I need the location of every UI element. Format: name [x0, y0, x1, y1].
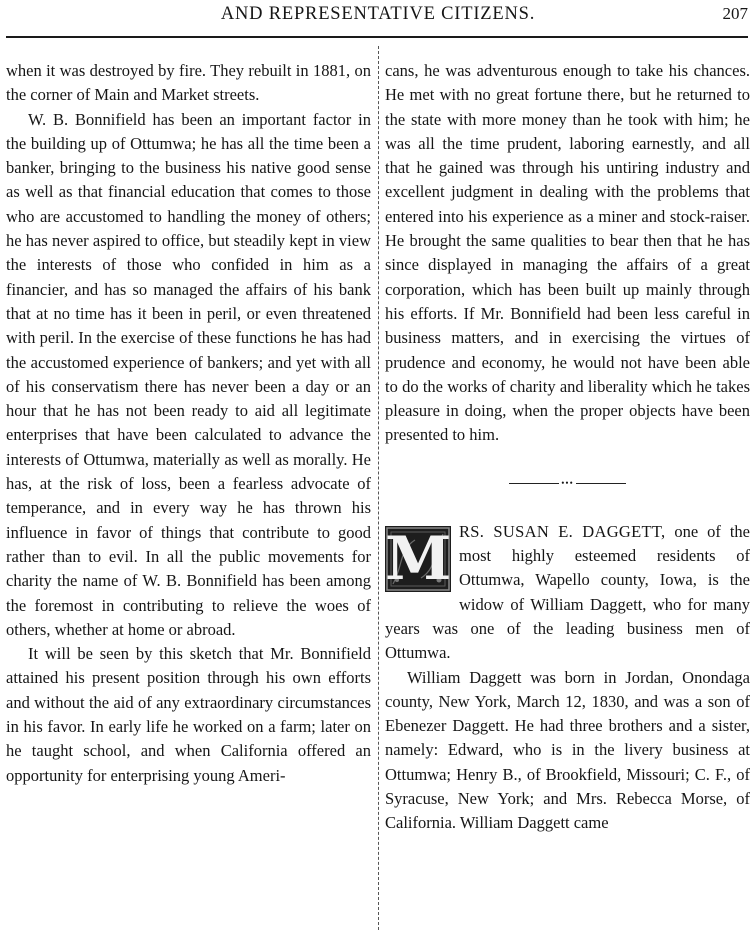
biography-lead-text: one of the most highly esteemed residents of Ottumwa, Wapello county, Iowa, is the widow of William Daggett, who for many years was one of the leading business men of Ottumwa. [385, 521, 750, 663]
paragraph: when it was destroyed by fire. They rebuilt in 1881, on the corner of Main and Market streets. [6, 61, 371, 105]
running-head: AND REPRESENTATIVE CITIZENS. [220, 4, 536, 24]
ornament-dots: ••• [561, 478, 574, 489]
section-ornament [385, 448, 750, 520]
paragraph: cans, he was adventurous enough to take his chances. He met with no great fortune there, but he returned to the state with more money than he took with him; he was all the time prudent, laboring earnestly, and all that he gained was through his untiring industry and excellent judgment in dealing with the problems that entered into his experience as a miner and stock-raiser. He brought the same qualities to bear then that he has since displayed in managing the affairs of a great corporation, which has been built up mainly through his efforts. If Mr. Bonnifield had been less careful in business matters, and in exercising the virtues of prudence and economy, he would not have been able to do the works of charity and liberality which he takes pleasure in doing, when the proper objects have been presented to him. [385, 61, 750, 445]
column-divider [378, 46, 379, 930]
ornament-line [509, 483, 559, 484]
header-rule [6, 36, 748, 38]
biography-lead-name: RS. SUSAN E. DAGGETT, [459, 521, 666, 541]
biography-opening-paragraph [385, 520, 750, 666]
drop-cap-letter: M [385, 525, 451, 592]
drop-cap-initial [385, 526, 451, 592]
left-column [6, 59, 371, 788]
paragraph: W. B. Bonnifield has been an important factor in the building up of Ottumwa; he has all the time been a banker, bringing to the business his native good sense as well as that financial education that comes to those who are accustomed to handling the money of others; he has never aspired to office, but steadily kept in view the interests of those who confided in him as a financier, and has so managed the affairs of his bank that at no time has it been in peril, or even threatened with peril. In the exercise of these functions he has had the accustomed experience of bankers; and yet with all of his conservatism there has never been a day or an hour that he has not been ready to aid all legitimate enterprises that have been calculated to advance the interests of Ottumwa, materially as well as morally. He has, at the risk of loss, been a fearless advocate of temperance, and in every way he has thrown his influence in favor of things that contribute to good rather than to evil. In all the public movements for charity the name of W. B. Bonnifield has been among the foremost in contributing to relieve the woes of others, whether at home or abroad. [6, 109, 371, 639]
paragraph: William Daggett was born in Jordan, Onondaga county, New York, March 12, 1830, and was a son of Ebenezer Daggett. He had three brothers and a sister, namely: Edward, who is in the livery business at Ottumwa; Henry B., of Brookfield, Missouri; C. F., of Syracuse, New York; and Mrs. Rebecca Morse, of California. William Daggett came [385, 667, 750, 833]
ornament-line [576, 483, 626, 484]
page-number: 207 [722, 4, 748, 23]
paragraph: It will be seen by this sketch that Mr. Bonnifield attained his present position through his own efforts and without the aid of any extraordinary circumstances in his favor. In early life he worked on a farm; later on he taught school, and when California offered an opportunity for enterprising young Ameri- [6, 644, 371, 785]
right-column [385, 59, 750, 836]
page-header [0, 0, 756, 34]
